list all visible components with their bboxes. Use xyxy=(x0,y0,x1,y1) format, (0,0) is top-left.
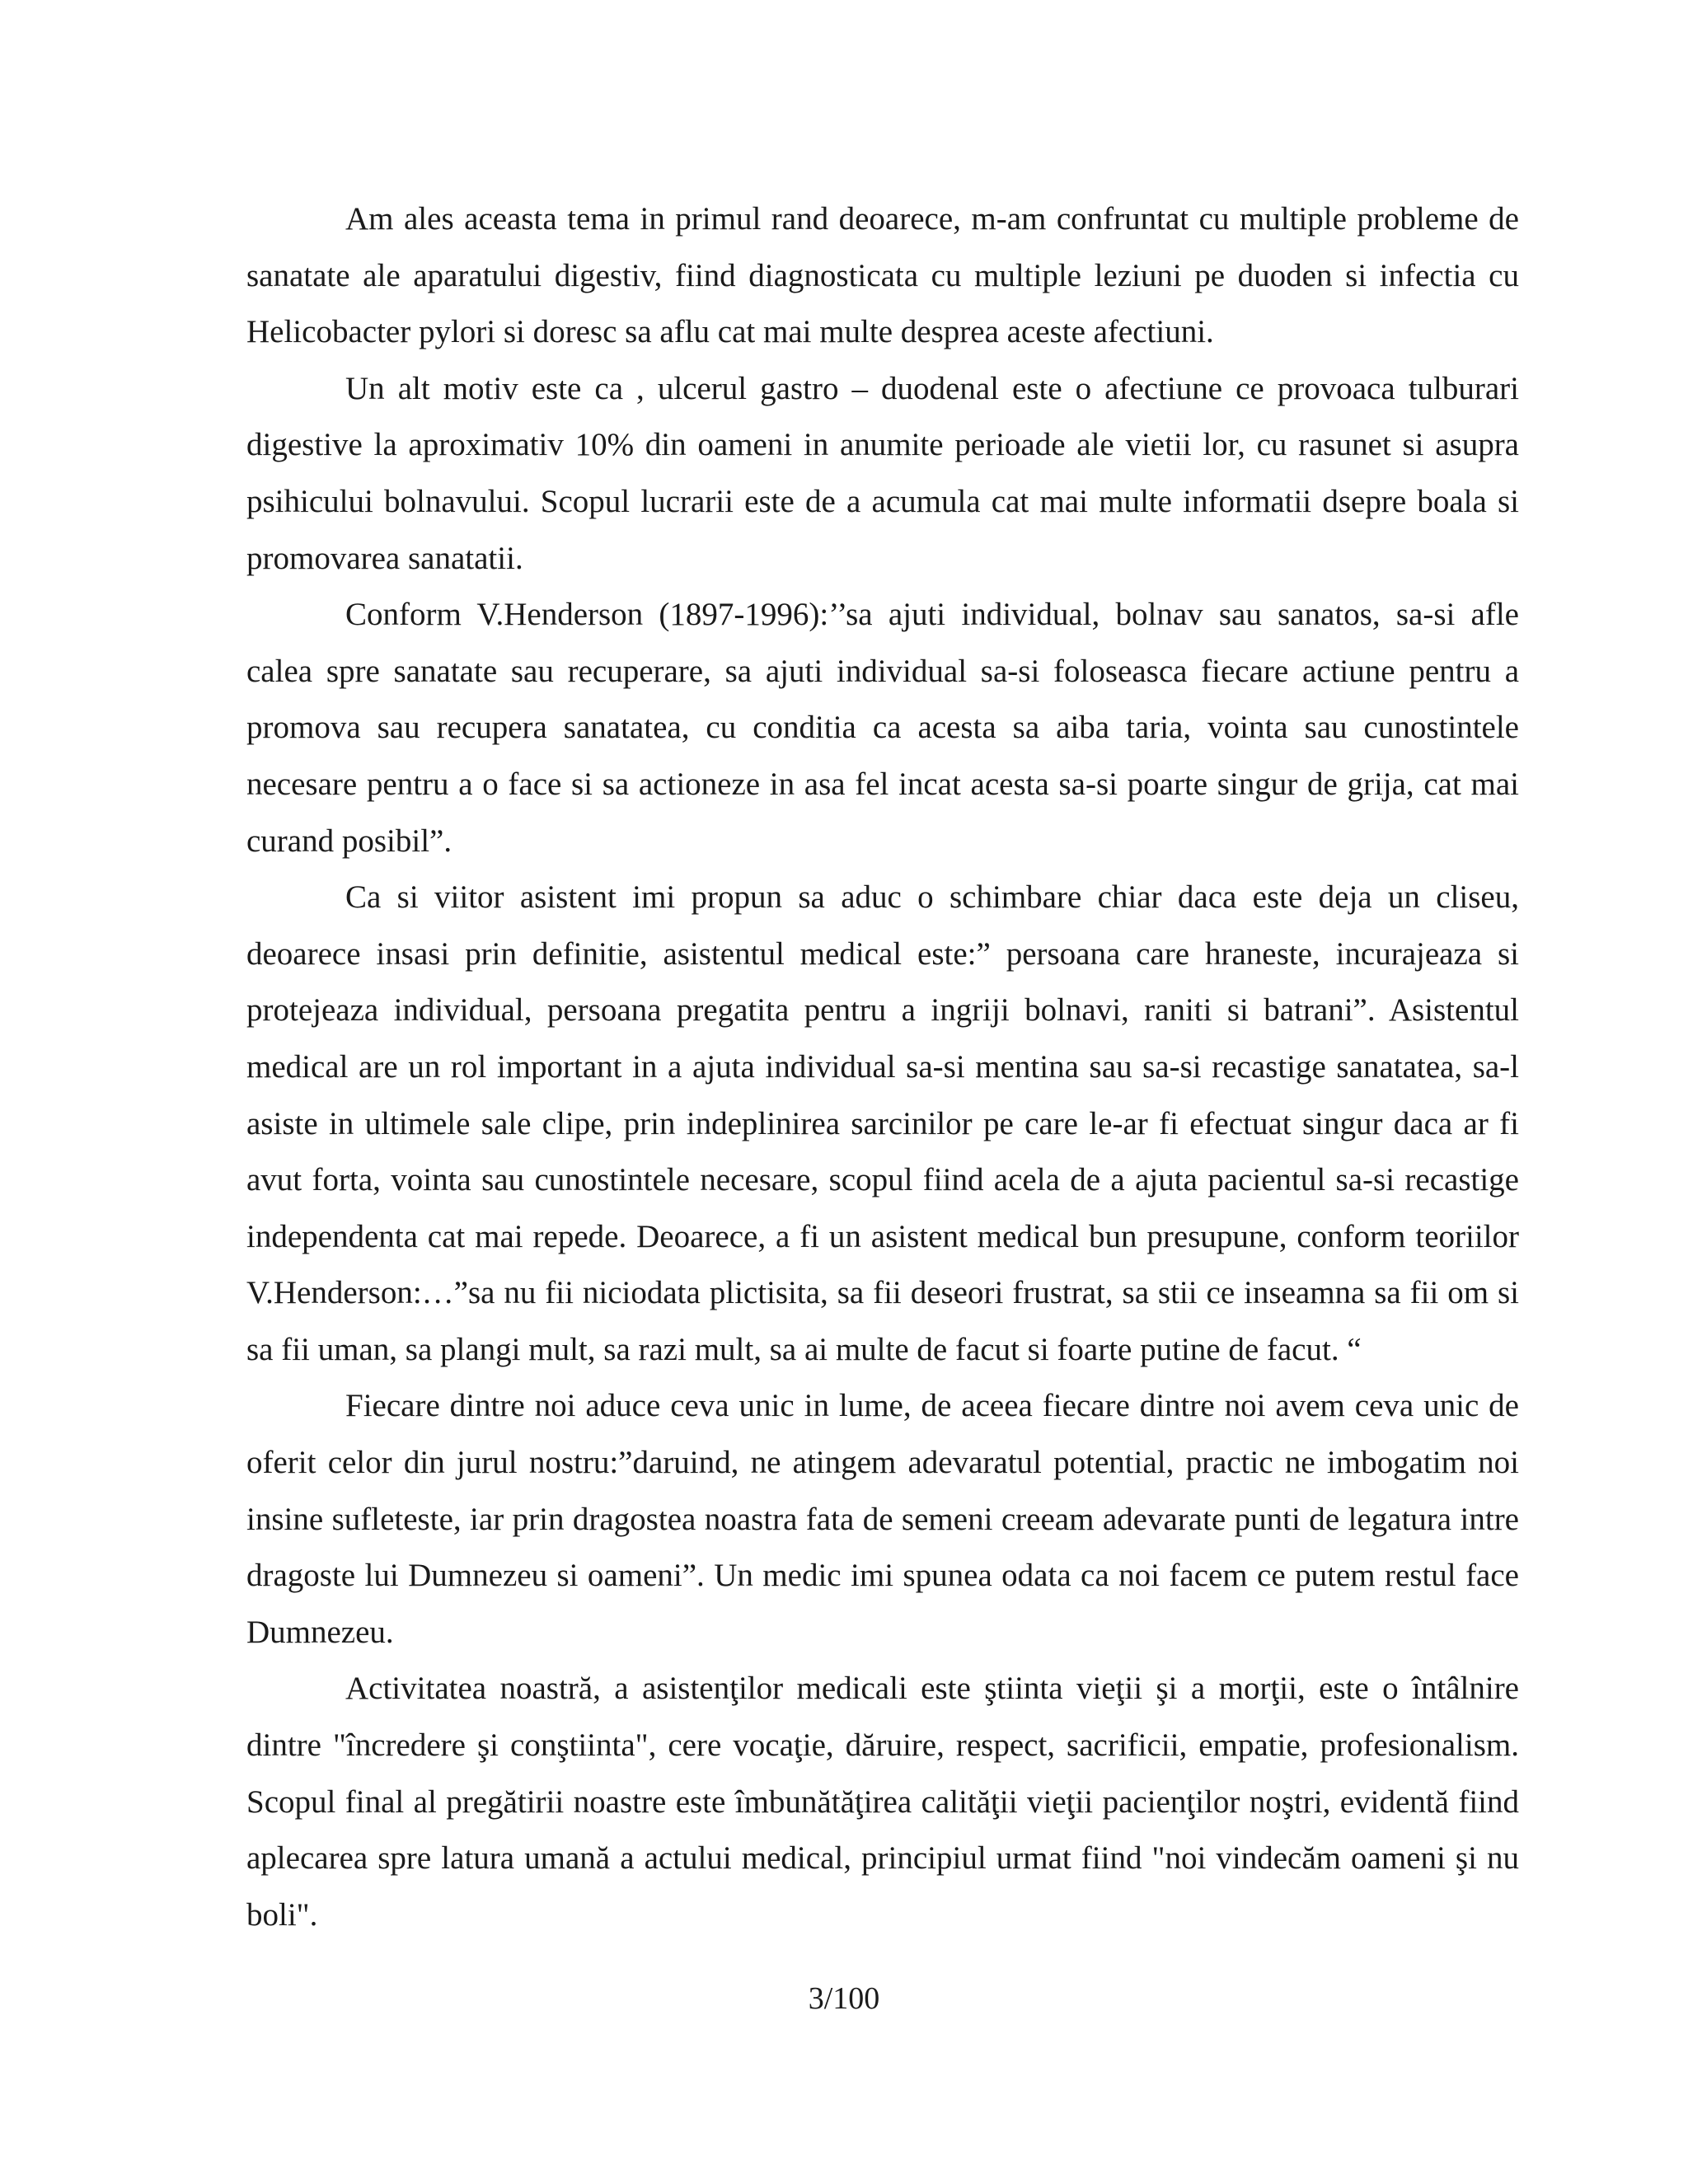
paragraph-motivation: Am ales aceasta tema in primul rand deoarece, m-am confruntat cu multiple probleme de sanatate ale aparatului digestiv, fiind diagnosticata cu multiple leziuni pe duoden si infectia cu Helicobacter pylori si doresc sa aflu cat mai multe desprea aceste afectiuni. xyxy=(246,201,1519,350)
page-number: 3/100 xyxy=(808,1981,880,2016)
paragraph-henderson-definition: Conform V.Henderson (1897-1996):’’sa ajuti individual, bolnav sau sanatos, sa-si afle calea spre sanatate sau recuperare, sa ajuti individual sa-si foloseasca fiecare actiune pentru a promova sau recupera sanatatea, cu conditia ca acesta sa aiba taria, vointa sau cunostintele necesare pentru a o face si sa actioneze in asa fel incat acesta sa-si poarte singur de grija, cat mai curand posibil”. xyxy=(246,597,1519,859)
paragraph-unique-contribution: Fiecare dintre noi aduce ceva unic in lume, de aceea fiecare dintre noi avem ceva unic de oferit celor din jurul nostru:”daruind, ne atingem adevaratul potential, practic ne imbogatim noi insine sufleteste, iar prin dragostea noastra fata de semeni creeam adevarate punti de legatura intre dragoste lui Dumnezeu si oameni”. Un medic imi spunea odata ca noi facem ce putem restul face Dumnezeu. xyxy=(246,1388,1519,1650)
document-body xyxy=(246,191,1519,1943)
paragraph-ulcer-motive: Un alt motiv este ca , ulcerul gastro – duodenal este o afectiune ce provoaca tulburari digestive la aproximativ 10% din oameni in anumite perioade ale vietii lor, cu rasunet si asupra psihicului bolnavului. Scopul lucrarii este de a acumula cat mai multe informatii dsepre boala si promovarea sanatatii. xyxy=(246,370,1519,576)
paragraph-nursing-activity: Activitatea noastră, a asistenţilor medicali este ştiinta vieţii şi a morţii, este o întâlnire dintre "încredere şi conştiinta", cere vocaţie, dăruire, respect, sacrificii, empatie, profesionalism. Scopul final al pregătirii noastre este îmbunătăţirea calităţii vieţii pacienţilor noştri, evidentă fiind aplecarea spre latura umană a actului medical, principiul urmat fiind "noi vindecăm oameni şi nu boli". xyxy=(246,1671,1519,1933)
paragraph-future-nurse: Ca si viitor asistent imi propun sa aduc o schimbare chiar daca este deja un cliseu, deoarece insasi prin definitie, asistentul medical este:” persoana care hraneste, incurajeaza si protejeaza individual, persoana pregatita pentru a ingriji bolnavi, raniti si batrani”. Asistentul medical are un rol important in a ajuta individual sa-si mentina sau sa-si recastige sanatatea, sa-l asiste in ultimele sale clipe, prin indeplinirea sarcinilor pe care le-ar fi efectuat singur daca ar fi avut forta, vointa sau cunostintele necesare, scopul fiind acela de a ajuta pacientul sa-si recastige independenta cat mai repede. Deoarece, a fi un asistent medical bun presupune, conform teoriilor V.Henderson:…”sa nu fii niciodata plictisita, sa fii deseori frustrat, sa stii ce inseamna sa fii om si sa fii uman, sa plangi mult, sa razi mult, sa ai multe de facut si foarte putine de facut. “ xyxy=(246,879,1519,1367)
